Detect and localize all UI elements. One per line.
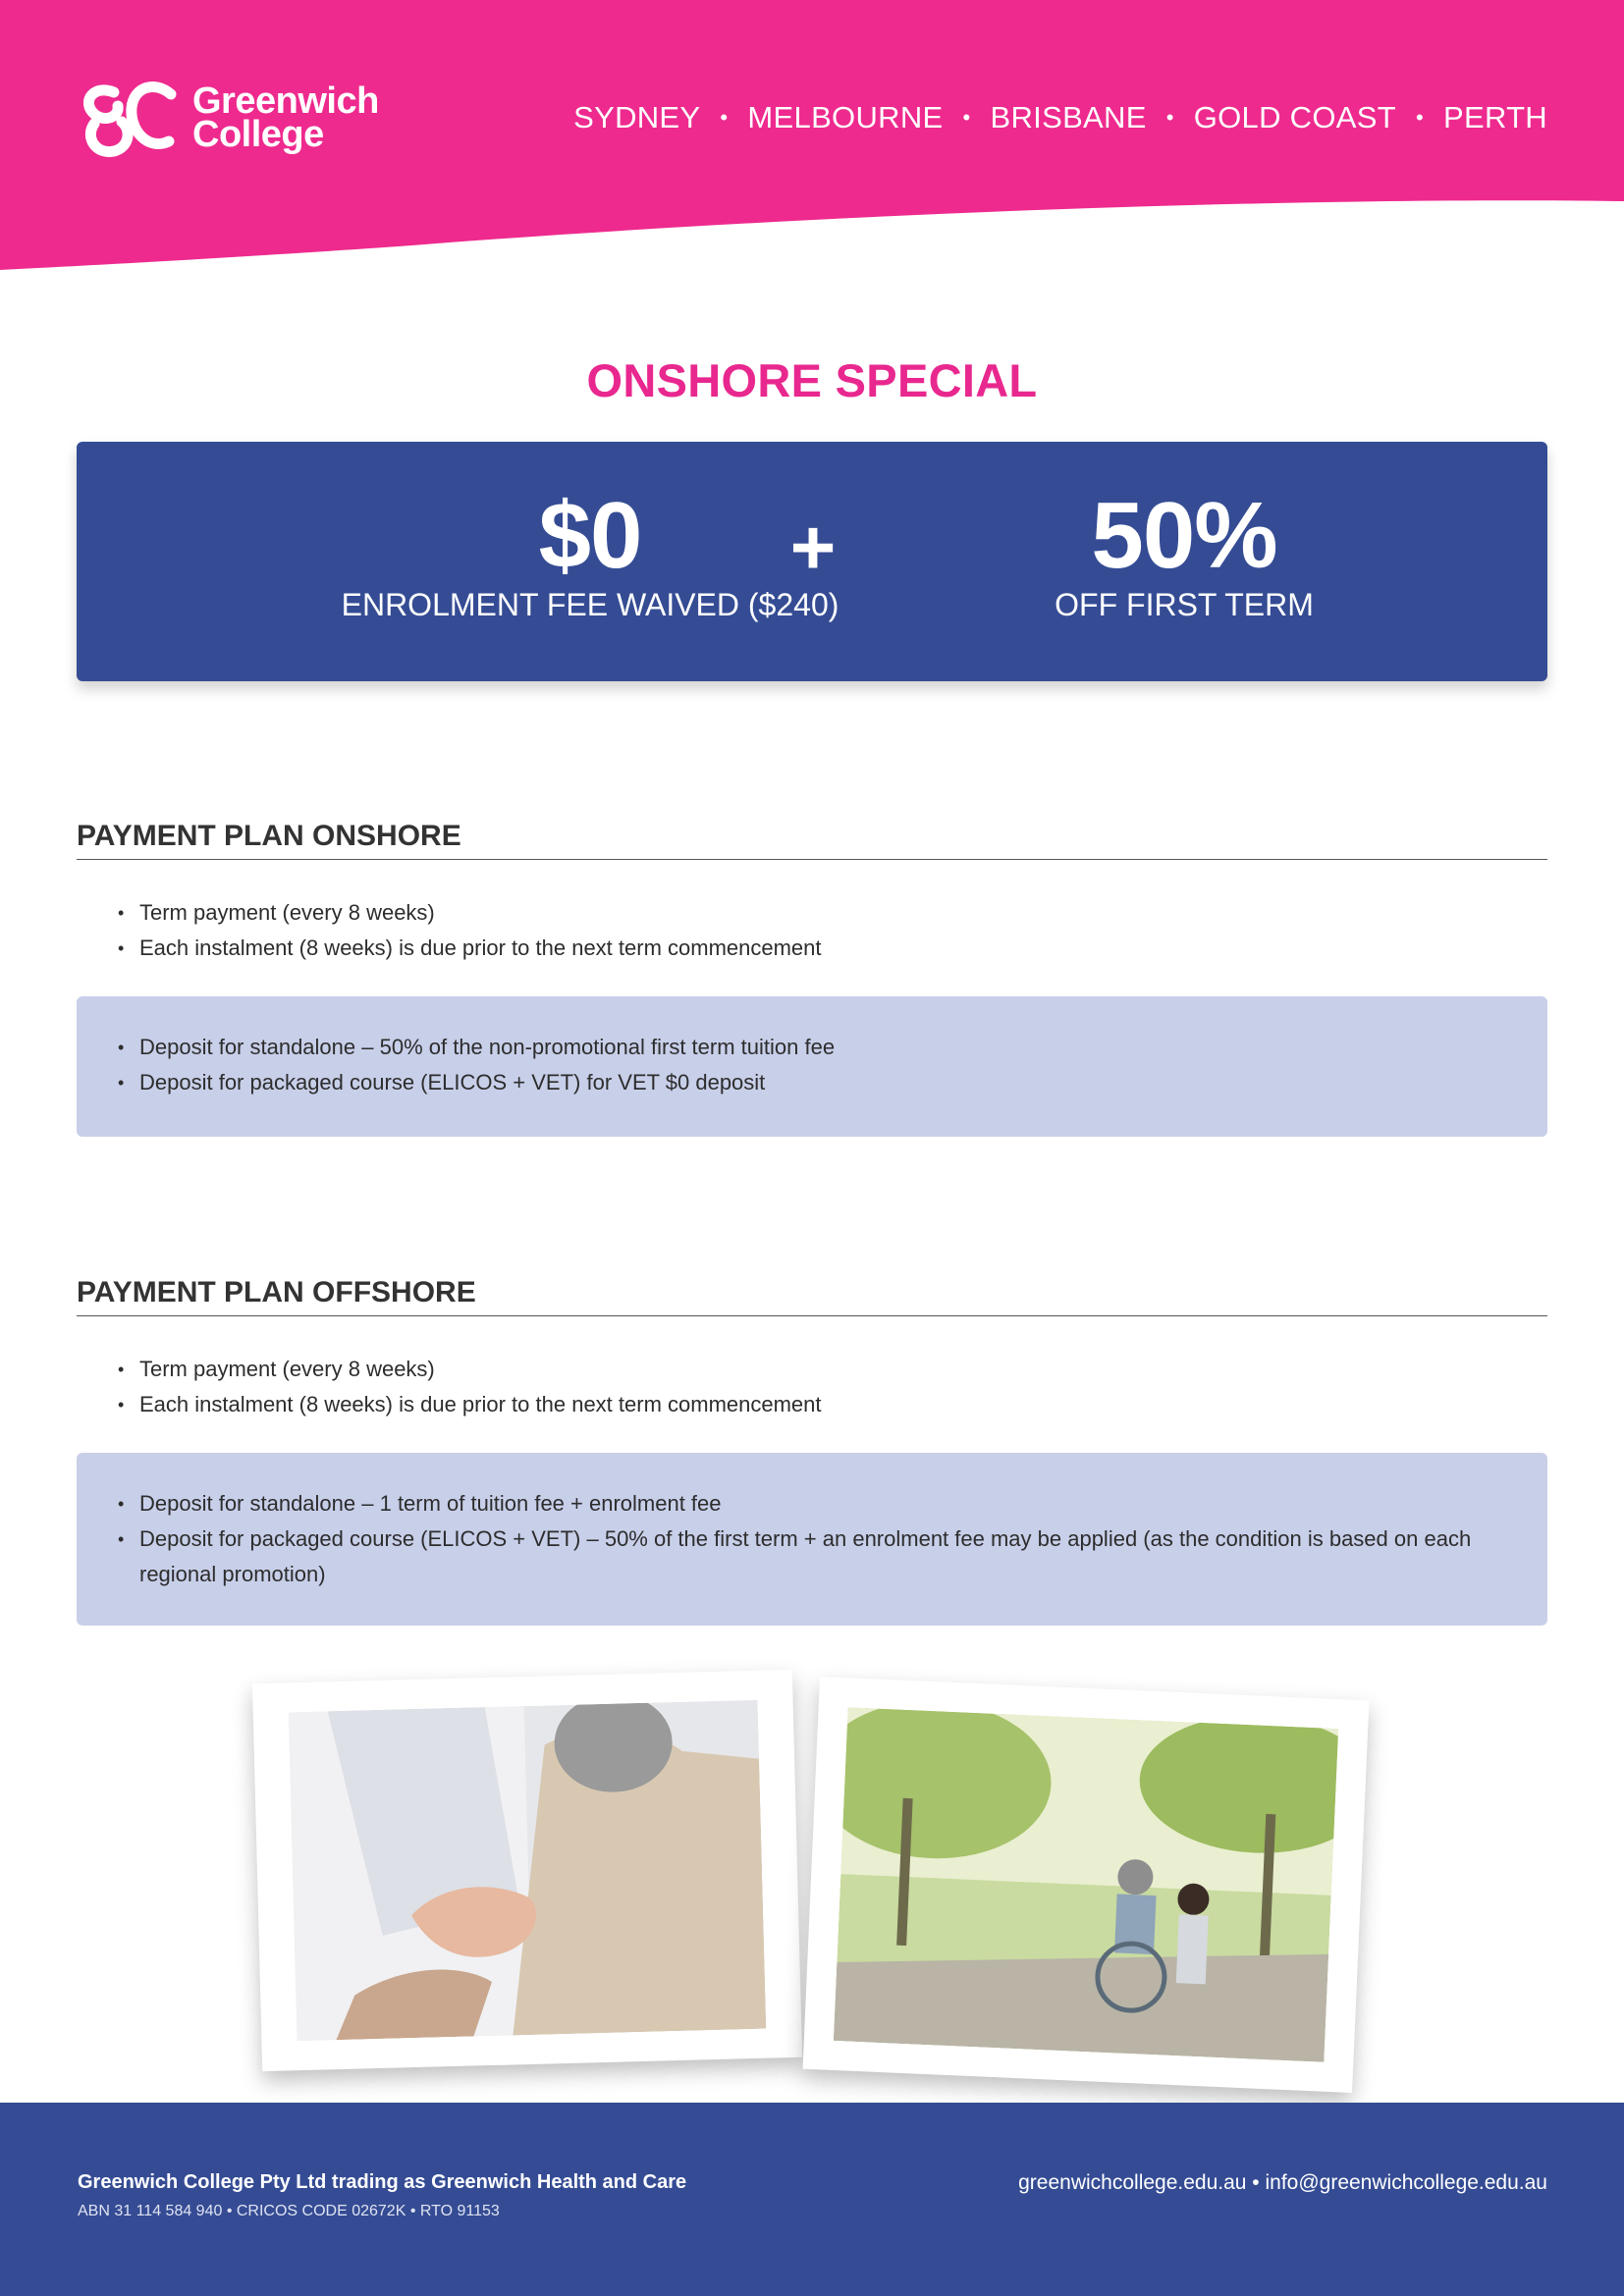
offer-enrolment-caption: ENROLMENT FEE WAIVED ($240) [341,587,839,622]
onshore-list [118,895,822,966]
page-title: ONSHORE SPECIAL [586,354,1038,406]
footer-contact: greenwichcollege.edu.au • info@greenwichcollege.edu.au [1018,2171,1547,2194]
college-logo [75,73,379,163]
campus-sydney: SYDNEY [573,100,701,134]
campus-list [573,100,1547,135]
campus-melbourne: MELBOURNE [747,100,944,134]
offshore-deposit-list [118,1486,1502,1592]
list-item: • Deposit for standalone – 1 term of tuition fee + enrolment fee [118,1486,1502,1522]
separator-dot: • [720,105,729,130]
photo-care-hands [252,1670,802,2071]
care-hands-image [289,1700,767,2041]
list-item: • Deposit for packaged course (ELICOS + VET) for VET $0 deposit [118,1065,1502,1100]
plus-sign: + [789,504,837,591]
list-item: • Term payment (every 8 weeks) [118,895,822,931]
footer-registration: ABN 31 114 584 940 • CRICOS CODE 02672K • RTO 91153 [78,2203,500,2219]
offer-enrolment-value: $0 [538,483,642,588]
separator-dot: • [962,105,971,130]
offer-discount-caption: OFF FIRST TERM [1055,587,1314,622]
page-footer [0,2103,1624,2296]
wheelchair-park-image [834,1707,1338,2061]
list-item: • Deposit for standalone – 50% of the non-promotional first term tuition fee [118,1030,1502,1065]
campus-gold-coast: GOLD COAST [1193,100,1396,134]
onshore-heading: PAYMENT PLAN ONSHORE [77,820,1547,860]
campus-brisbane: BRISBANE [990,100,1147,134]
onshore-deposit-box [77,996,1547,1137]
offer-discount [941,483,1428,623]
separator-dot: • [1415,105,1424,130]
offer-discount-value: 50% [1091,483,1277,588]
page-header [0,0,1624,285]
offshore-heading: PAYMENT PLAN OFFSHORE [77,1276,1547,1316]
list-item: • Each instalment (8 weeks) is due prior to the next term commencement [118,931,822,966]
logo-mark-icon [75,73,183,163]
logo-line-2: College [192,114,324,155]
campus-perth: PERTH [1442,100,1547,134]
offshore-deposit-box [77,1453,1547,1626]
list-item: • Each instalment (8 weeks) is due prior to the next term commencement [118,1387,822,1422]
separator-dot: • [1165,105,1174,130]
onshore-deposit-list [118,1030,1502,1100]
offshore-list [118,1352,822,1422]
list-item: • Deposit for packaged course (ELICOS + VET) – 50% of the first term + an enrolment fee may be applied (as the condition is based on each regional promotion) [118,1522,1502,1592]
footer-company: Greenwich College Pty Ltd trading as Greenwich Health and Care [78,2171,687,2193]
photo-wheelchair-park [803,1677,1370,2093]
list-item: • Term payment (every 8 weeks) [118,1352,822,1387]
offer-banner [77,442,1547,681]
logo-line-1: Greenwich [192,80,379,122]
